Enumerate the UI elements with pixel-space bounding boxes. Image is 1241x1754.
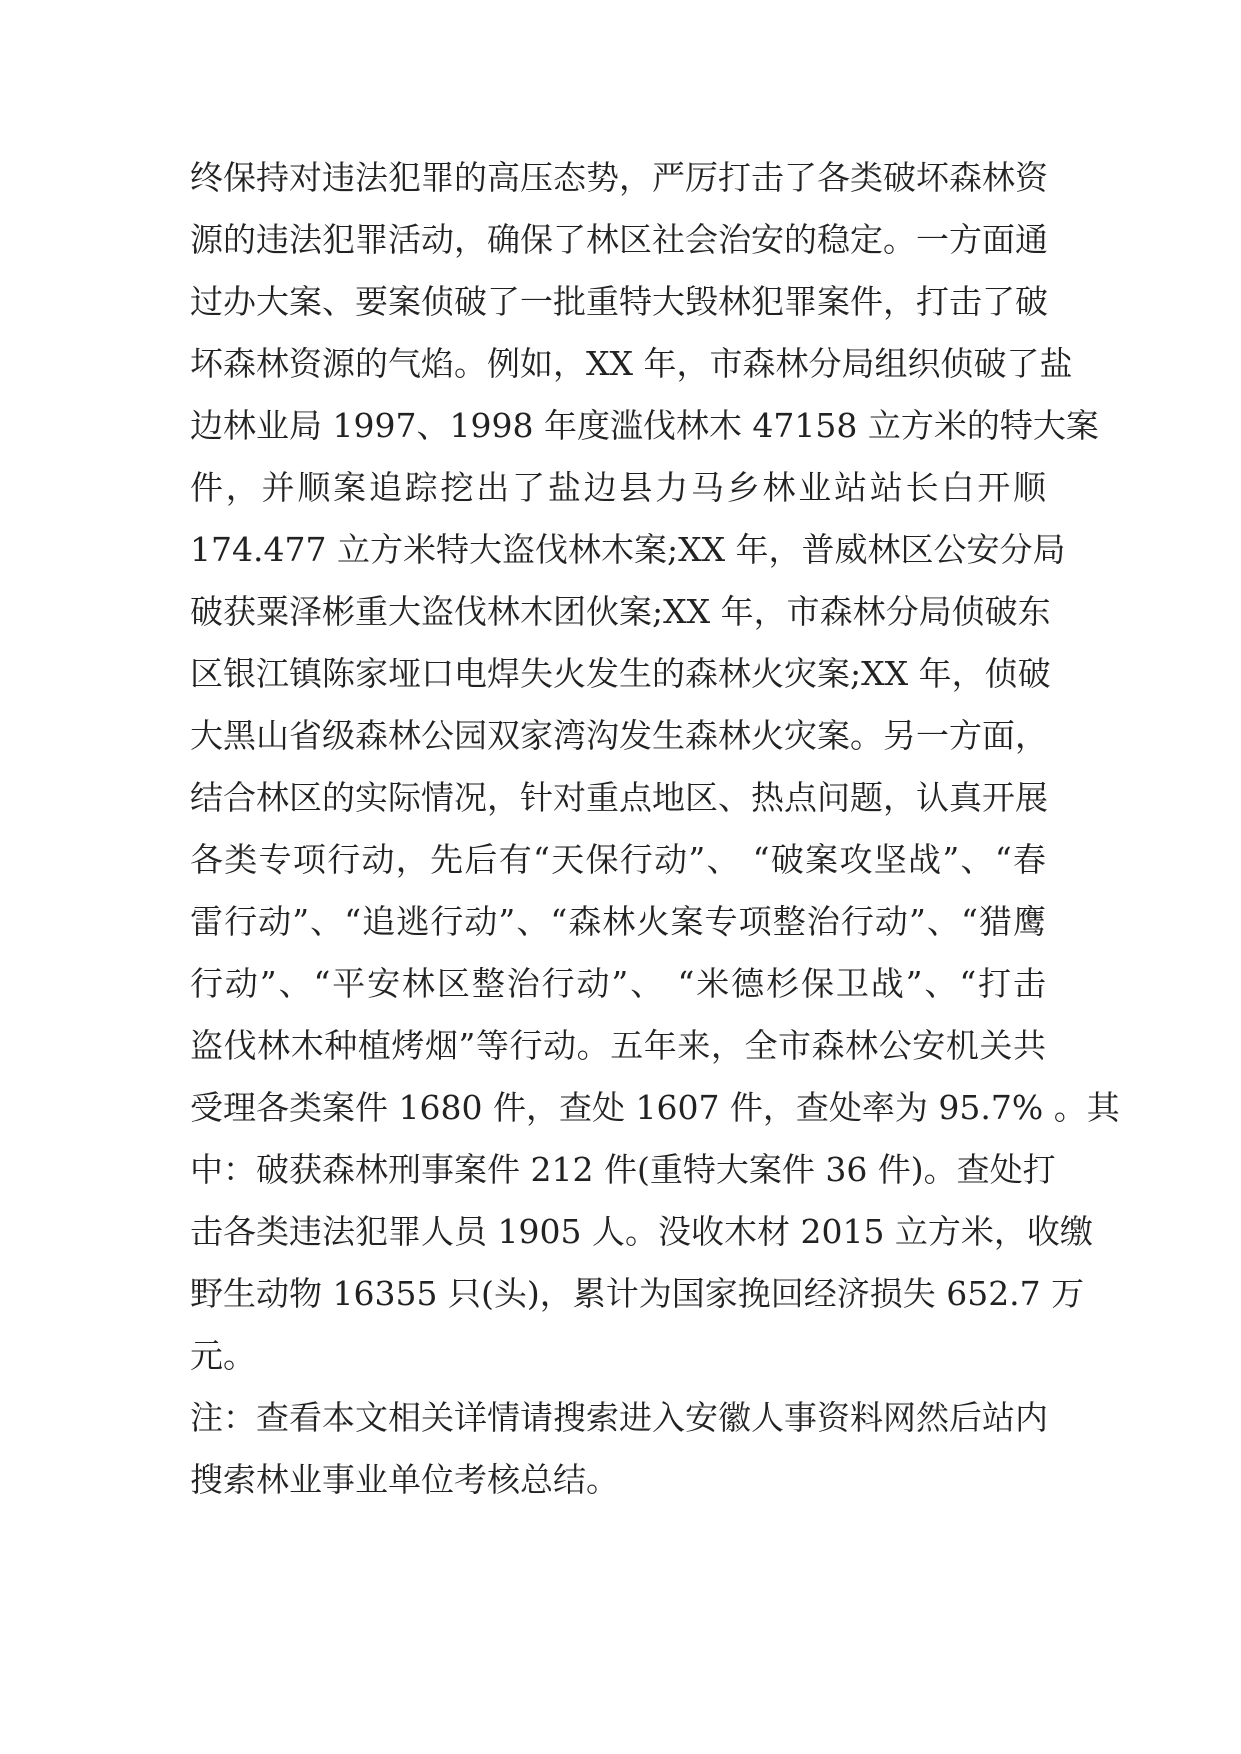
- body-text-line: 过办大案、要案侦破了一批重特大毁林犯罪案件，打击了破: [190, 282, 1048, 321]
- body-text-line: 破获粟泽彬重大盗伐林木团伙案;XX 年，市森林分局侦破东: [190, 592, 1051, 631]
- body-text-line: 终保持对违法犯罪的高压态势，严厉打击了各类破坏森林资: [190, 158, 1048, 197]
- body-text-line: 行动”、“平安林区整治行动”、 “米德杉保卫战”、“打击: [190, 964, 1046, 1003]
- body-text-line-last: 元。: [190, 1336, 256, 1375]
- body-text-line: 各类专项行动，先后有“天保行动”、 “破案攻坚战”、“春: [190, 840, 1046, 879]
- note-line: 注：查看本文相关详情请搜索进入安徽人事资料网然后站内: [190, 1398, 1048, 1437]
- body-text-line: 174.477 立方米特大盗伐林木案;XX 年，普威林区公安分局: [190, 530, 1066, 569]
- body-text-line: 结合林区的实际情况，针对重点地区、热点问题，认真开展: [190, 778, 1048, 817]
- body-text-line: 边林业局 1997、1998 年度滥伐林木 47158 立方米的特大案: [190, 406, 1099, 445]
- body-text-line: 源的违法犯罪活动，确保了林区社会治安的稳定。一方面通: [190, 220, 1048, 259]
- body-text-line: 野生动物 16355 只(头)，累计为国家挽回经济损失 652.7 万: [190, 1274, 1085, 1313]
- body-text-line: 中：破获森林刑事案件 212 件(重特大案件 36 件)。查处打: [190, 1150, 1056, 1189]
- body-text-line: 盗伐林木种植烤烟”等行动。五年来，全市森林公安机关共: [190, 1026, 1046, 1065]
- body-text-line: 雷行动”、“追逃行动”、“森林火案专项整治行动”、“猎鹰: [190, 902, 1046, 941]
- body-text-line: 大黑山省级森林公园双家湾沟发生森林火灾案。另一方面，: [190, 716, 1048, 755]
- body-text-line: 件，并顺案追踪挖出了盐边县力马乡林业站站长白开顺: [190, 468, 1046, 507]
- body-text-line: 受理各类案件 1680 件，查处 1607 件，查处率为 95.7% 。其: [190, 1088, 1120, 1127]
- note-line-last: 搜索林业事业单位考核总结。: [190, 1460, 619, 1499]
- body-text-line: 区银江镇陈家垭口电焊失火发生的森林火灾案;XX 年，侦破: [190, 654, 1051, 693]
- body-text-line: 击各类违法犯罪人员 1905 人。没收木材 2015 立方米，收缴: [190, 1212, 1093, 1251]
- body-text-line: 坏森林资源的气焰。例如，XX 年，市森林分局组织侦破了盐: [190, 344, 1073, 383]
